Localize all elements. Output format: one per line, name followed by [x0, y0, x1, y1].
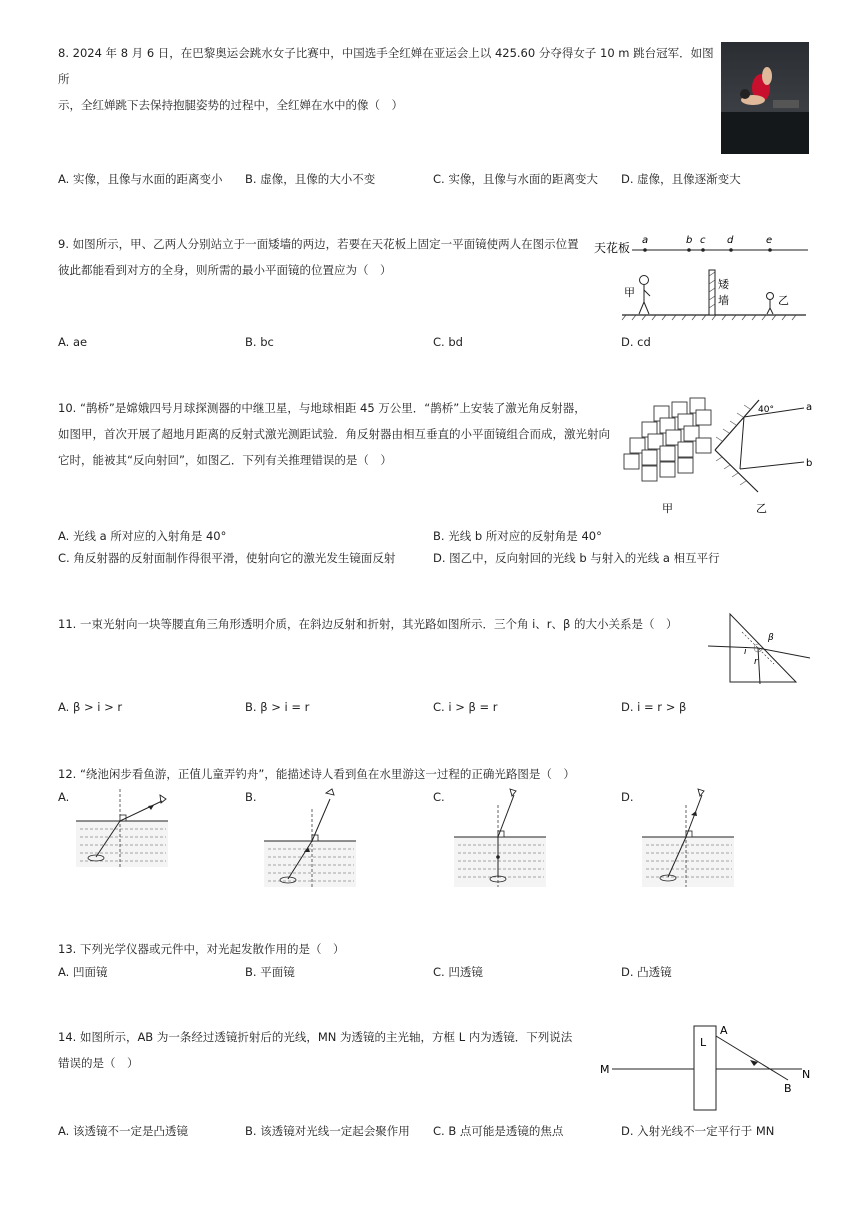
q12-label-a[interactable]: A.	[58, 790, 70, 804]
q11-option-d[interactable]: D. i = r > β	[621, 700, 687, 714]
q12-line1: 12. “绕池闲步看鱼游，正值儿童弄钓舟”，能描述诗人看到鱼在水里游这一过程的正确光路图是（ ）	[58, 767, 575, 781]
q11-r-label: r	[754, 657, 758, 667]
q10-angle-label: 40°	[758, 405, 774, 415]
q13-option-a[interactable]: A. 凹面镜	[58, 965, 108, 979]
q10-line3: 它时，能被其“反向射回”，如图乙．下列有关推理错误的是（ ）	[58, 453, 392, 467]
q10-option-c[interactable]: C. 角反射器的反射面制作得很平滑，使射向它的激光发生镜面反射	[58, 551, 396, 565]
q9-point-d: d	[727, 235, 734, 246]
q12-diagram-a	[72, 785, 172, 870]
q9-wall-label-2: 墙	[718, 294, 729, 307]
q8-option-c[interactable]: C. 实像，且像与水面的距离变大	[433, 172, 598, 186]
q14-n-label: N	[802, 1068, 811, 1081]
q9-person-yi	[767, 293, 774, 315]
q14-line2: 错误的是（ ）	[58, 1056, 139, 1070]
q9-yi-label: 乙	[778, 294, 789, 307]
q11-beta-label: β	[768, 633, 774, 643]
q8-line1: 8. 2024 年 8 月 6 日，在巴黎奥运会跳水女子比赛中，中国选手全红婵在亚运会上以 425.60 分夺得女子 10 m 跳台冠军．如图所	[58, 46, 714, 86]
q11-stem	[58, 611, 698, 637]
q8-option-b[interactable]: B. 虚像，且像的大小不变	[245, 172, 376, 186]
q14-m-label: M	[600, 1063, 610, 1076]
q9-stem	[58, 231, 588, 283]
q11-i-label: i	[744, 647, 747, 657]
q10-ray-b-label: b	[806, 458, 813, 469]
q14-stem	[58, 1024, 618, 1076]
q14-line1: 14. 如图所示，AB 为一条经过透镜折射后的光线，MN 为透镜的主光轴，方框 L 内为透镜．下列说法	[58, 1030, 573, 1044]
q12-diagram-b	[260, 785, 360, 890]
q9-figure	[592, 230, 810, 325]
q10-ray-a-label: a	[806, 402, 813, 413]
q12-label-d[interactable]: D.	[621, 790, 634, 804]
q9-option-d[interactable]: D. cd	[621, 335, 651, 349]
q10-stem	[58, 395, 618, 473]
q12-diagram-c	[450, 785, 550, 890]
q13-option-b[interactable]: B. 平面镜	[245, 965, 295, 979]
q11-option-b[interactable]: B. β > i = r	[245, 700, 310, 714]
q9-point-c: c	[700, 235, 706, 246]
q14-option-b[interactable]: B. 该透镜对光线一定起会聚作用	[245, 1124, 410, 1138]
q9-option-c[interactable]: C. bd	[433, 335, 463, 349]
q8-option-d[interactable]: D. 虚像，且像逐渐变大	[621, 172, 741, 186]
q9-point-b: b	[686, 235, 693, 246]
q9-wall-label-1: 矮	[718, 278, 729, 291]
q13-option-c[interactable]: C. 凹透镜	[433, 965, 483, 979]
q10-line2: 如图甲，首次开展了超地月距离的反射式激光测距试验．角反射器由相互垂直的小平面镜组合而成，激光射向	[58, 427, 610, 441]
q13-line1: 13. 下列光学仪器或元件中，对光起发散作用的是（ ）	[58, 942, 345, 956]
q11-option-a[interactable]: A. β > i > r	[58, 700, 123, 714]
diver-photo	[721, 42, 809, 154]
q9-option-a[interactable]: A. ae	[58, 335, 88, 349]
q12-label-b[interactable]: B.	[245, 790, 257, 804]
q9-line1: 9. 如图所示，甲、乙两人分别站立于一面矮墙的两边，若要在天花板上固定一平面镜使两人在图示位置	[58, 237, 579, 251]
diver-figure	[721, 42, 809, 154]
q9-option-b[interactable]: B. bc	[245, 335, 274, 349]
q14-a-label: A	[720, 1024, 728, 1037]
q14-l-label: L	[700, 1036, 707, 1049]
q12-diagram-d	[638, 785, 738, 890]
q10-line1: 10. “鹊桥”是嫦娥四号月球探测器的中继卫星，与地球相距 45 万公里．“鹊桥”上安装了激光角反射器，	[58, 401, 586, 415]
q8-option-a[interactable]: A. 实像，且像与水面的距离变小	[58, 172, 223, 186]
q8-stem	[58, 40, 718, 118]
q11-line1: 11. 一束光射向一块等腰直角三角形透明介质，在斜边反射和折射，其光路如图所示．三个角 i、r、β 的大小关系是（ ）	[58, 617, 678, 631]
q10-cube-array	[624, 398, 711, 481]
q14-option-d[interactable]: D. 入射光线不一定平行于 MN	[621, 1124, 775, 1138]
q14-option-c[interactable]: C. B 点可能是透镜的焦点	[433, 1124, 564, 1138]
q10-option-a[interactable]: A. 光线 a 所对应的入射角是 40°	[58, 529, 227, 543]
q10-option-d[interactable]: D. 图乙中，反向射回的光线 b 与射入的光线 a 相互平行	[433, 551, 720, 565]
q10-label-jia: 甲	[662, 502, 673, 515]
q14-figure	[598, 1022, 812, 1114]
q14-option-a[interactable]: A. 该透镜不一定是凸透镜	[58, 1124, 188, 1138]
q9-point-a: a	[642, 235, 649, 246]
q9-line2: 彼此都能看到对方的全身，则所需的最小平面镜的位置应为（ ）	[58, 263, 392, 277]
q9-jia-label: 甲	[624, 286, 635, 299]
q13-stem	[58, 936, 738, 962]
q8-line2: 示，全红婵跳下去保持抱腿姿势的过程中，全红婵在水中的像（ ）	[58, 98, 403, 112]
q12-label-c[interactable]: C.	[433, 790, 445, 804]
q9-ceiling-label: 天花板	[594, 241, 631, 255]
q12-stem	[58, 761, 738, 787]
q11-option-c[interactable]: C. i > β = r	[433, 700, 498, 714]
q9-point-e: e	[766, 235, 773, 246]
q13-option-d[interactable]: D. 凸透镜	[621, 965, 672, 979]
q10-figure	[618, 396, 813, 518]
q10-label-yi: 乙	[756, 502, 767, 515]
q14-b-label: B	[784, 1082, 792, 1095]
q9-person-jia	[639, 276, 650, 315]
q10-option-b[interactable]: B. 光线 b 所对应的反射角是 40°	[433, 529, 602, 543]
q11-figure	[706, 610, 812, 688]
